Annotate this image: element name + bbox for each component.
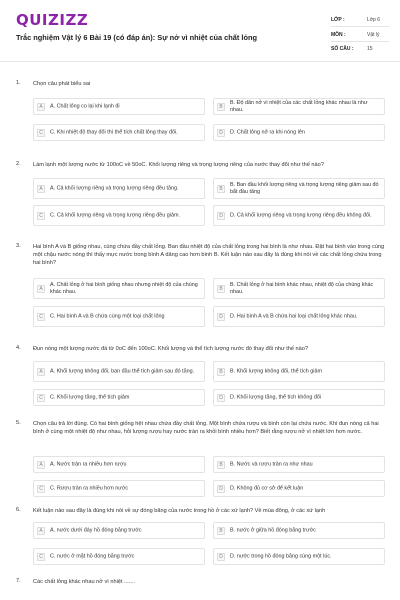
question-text: Kết luận nào sau đây là đúng khi nói về sự đóng băng của nước trong hồ ở các xứ lạnh? Về mùa đông, ở các xứ lạnh (33, 508, 326, 514)
question-text: Các chất lỏng khác nhau nở vì nhiệt ....... (33, 579, 135, 585)
option-b[interactable] (213, 522, 385, 539)
option-text: A. nước dưới đáy hồ đóng băng trước (50, 527, 142, 533)
option-c[interactable] (33, 205, 205, 226)
option-c[interactable] (33, 548, 205, 565)
question-number: 6. (16, 507, 21, 513)
option-letter: C (37, 485, 45, 493)
option-letter: A (37, 103, 45, 111)
option-text: C. Khi nhiệt độ thay đổi thì thể tích chất lỏng thay đổi. (50, 129, 178, 135)
question-number: 2. (16, 161, 21, 167)
option-text: A. Khối lượng không đổi, ban đầu thể tích giảm sau đó tăng. (50, 368, 195, 374)
question-number: 4. (16, 345, 21, 351)
option-letter: B (217, 103, 225, 111)
meta-divider (331, 26, 389, 27)
option-letter: D (217, 553, 225, 561)
option-text: D. Khối lượng tăng, thể tích không đổi (230, 394, 322, 400)
option-b[interactable] (213, 178, 385, 199)
option-letter: D (217, 212, 225, 220)
option-text: D. Hai bình A và B chứa hai loại chất lỏng khác nhau. (230, 313, 358, 319)
option-d[interactable] (213, 205, 385, 226)
question-text: Chọn câu trả lời đúng. Có hai bình giống hệt nhau chứa đầy chất lỏng. Một bình chứa rượu và bình còn lại chứa nước. Khi đun nóng cả hai bình ở cùng một nhiệt độ như nhau, hỏi lượng rượu hay nước tràn ra khỏi bình nhiều hơn? Biết rằng rượu nở vì nhiệt lớn hơn nước. (33, 421, 379, 435)
question-text: Làm lạnh một lượng nước từ 100oC về 50oC. Khối lượng riêng và trọng lượng riêng của nước thay đổi như thế nào? (33, 162, 324, 168)
option-a[interactable] (33, 456, 205, 473)
question-text: Chọn câu phát biểu sai (33, 81, 91, 87)
option-c[interactable] (33, 124, 205, 141)
page-title: Trắc nghiệm Vật lý 6 Bài 19 (có đáp án): Sự nở vì nhiệt của chất lỏng (16, 33, 257, 42)
option-text: B. Nước và rượu tràn ra như nhau (230, 461, 313, 467)
option-c[interactable] (33, 389, 205, 406)
meta-count-value: 15 (367, 46, 373, 52)
option-d[interactable] (213, 389, 385, 406)
option-text: C. Cả khối lượng riêng và trọng lượng riêng đều giảm. (50, 212, 180, 218)
option-text: D. Không đủ cơ sở để kết luận (230, 485, 304, 491)
option-b[interactable] (213, 361, 385, 382)
option-text: A. Chất lỏng co lại khi lạnh đi (50, 103, 120, 109)
option-letter: D (217, 485, 225, 493)
option-d[interactable] (213, 124, 385, 141)
option-text: A. Chất lỏng ở hai bình giống nhau nhưng nhiệt độ của chúng khác nhau. (50, 281, 198, 295)
option-a[interactable] (33, 278, 205, 299)
option-d[interactable] (213, 480, 385, 497)
meta-grade-label: LỚP : (331, 17, 345, 23)
option-letter: D (217, 129, 225, 137)
option-letter: C (37, 313, 45, 321)
option-letter: A (37, 185, 45, 193)
question-number: 3. (16, 243, 21, 249)
option-text: B. Chất lỏng ở hai bình khác nhau, nhiệt độ của chúng khác nhau. (230, 281, 374, 295)
option-letter: D (217, 313, 225, 321)
option-letter: B (217, 285, 225, 293)
option-a[interactable] (33, 98, 205, 115)
option-letter: C (37, 129, 45, 137)
option-letter: A (37, 285, 45, 293)
option-text: B. Ban đầu khối lượng riêng và trọng lượng riêng giảm sau đó bắt đầu tăng (230, 181, 379, 195)
question-number: 1. (16, 80, 21, 86)
option-text: D. nước trong hồ đóng băng cùng một lúc. (230, 553, 332, 559)
option-text: A. Cả khối lượng riêng và trọng lượng riêng đều tăng. (50, 185, 179, 191)
option-letter: B (217, 368, 225, 376)
option-d[interactable] (213, 548, 385, 565)
option-c[interactable] (33, 306, 205, 327)
option-a[interactable] (33, 522, 205, 539)
option-c[interactable] (33, 480, 205, 497)
option-letter: A (37, 461, 45, 469)
option-a[interactable] (33, 178, 205, 199)
meta-count-label: SỐ CÂU : (331, 46, 354, 52)
quizizz-logo[interactable]: QUIZIZZ (16, 11, 89, 29)
question-number: 7. (16, 578, 21, 584)
question-number: 5. (16, 420, 21, 426)
meta-subject-label: MÔN : (331, 32, 346, 38)
option-text: B. Độ dãn nở vì nhiệt của các chất lỏng khác nhau là như nhau. (230, 99, 368, 113)
question-text: Đun nóng một lượng nước đá từ 0oC đến 100oC. Khối lượng và thể tích lượng nước đó thay đổi như thế nào? (33, 346, 308, 352)
option-letter: B (217, 527, 225, 535)
meta-subject-value: Vật lý (367, 32, 380, 38)
option-text: C. Khối lượng tăng, thể tích giảm (50, 394, 130, 400)
option-a[interactable] (33, 361, 205, 382)
option-text: A. Nước tràn ra nhiều hơn rượu (50, 461, 127, 467)
option-letter: B (217, 461, 225, 469)
option-letter: B (217, 185, 225, 193)
option-letter: C (37, 394, 45, 402)
option-text: D. Cả khối lượng riêng và trọng lượng riêng đều không đổi. (230, 212, 372, 218)
option-text: C. Rượu tràn ra nhiều hơn nước (50, 485, 129, 491)
option-b[interactable] (213, 456, 385, 473)
option-text: D. Chất lỏng nở ra khi nóng lên (230, 129, 305, 135)
option-b[interactable] (213, 98, 385, 115)
meta-divider (331, 41, 389, 42)
option-letter: D (217, 394, 225, 402)
meta-grade-value: Lớp 6 (367, 17, 381, 23)
option-b[interactable] (213, 278, 385, 299)
option-letter: A (37, 368, 45, 376)
question-text: Hai bình A và B giống nhau, cùng chứa đầy chất lỏng. Ban đầu nhiệt độ của chất lỏng trong hai bình là như nhau. Đặt hai bình vào trong cùng một chậu nước nóng thì thấy mực nước trong bình A dâng cao hơn bình B. Kết luận nào sau đây là đúng khi nói về các chất lỏng chứa trong hai bình? (33, 244, 385, 266)
option-letter: C (37, 553, 45, 561)
option-text: B. Khối lượng không đổi, thể tích giảm (230, 368, 322, 374)
option-text: C. nước ở mặt hồ đóng băng trước (50, 553, 135, 559)
option-letter: C (37, 212, 45, 220)
quiz-header (0, 0, 400, 62)
option-text: C. Hai bình A và B chứa cùng một loại chất lỏng (50, 313, 165, 319)
option-text: B. nước ở giữa hồ đóng băng trước (230, 527, 316, 533)
option-d[interactable] (213, 306, 385, 327)
option-letter: A (37, 527, 45, 535)
